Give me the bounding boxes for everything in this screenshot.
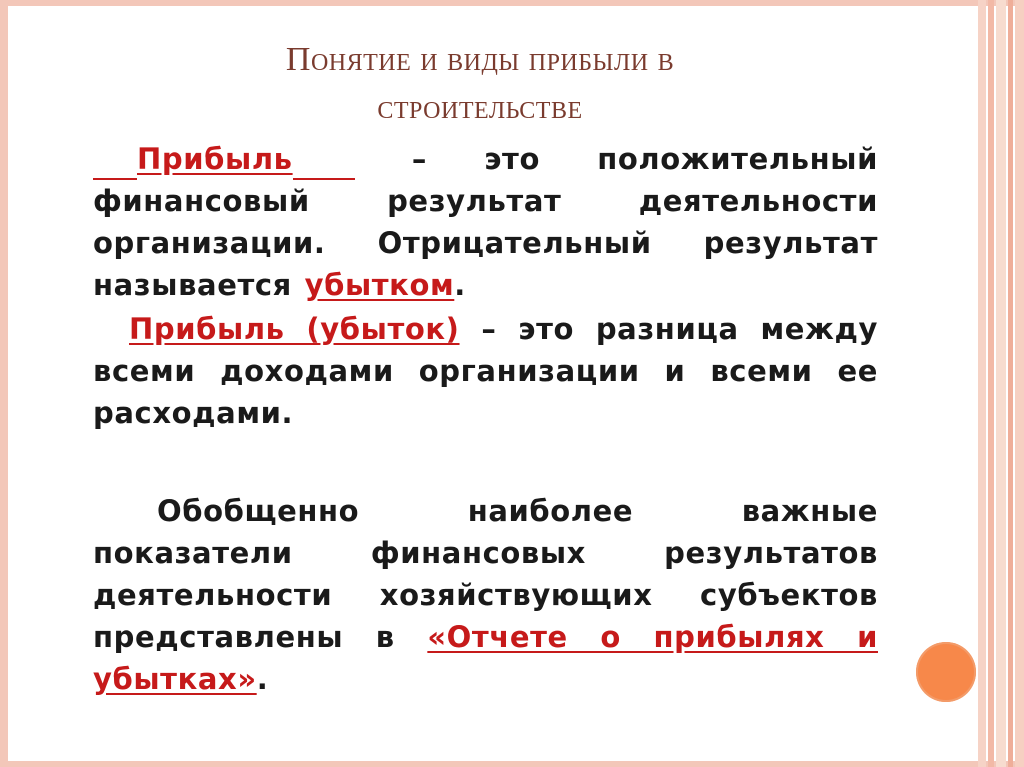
paragraph-profit-loss-difference xyxy=(93,308,878,434)
slide-title xyxy=(130,36,830,132)
paragraph3-end: . xyxy=(256,662,269,696)
orange-circle-decoration xyxy=(916,642,976,702)
frame-top-border xyxy=(0,0,1024,6)
right-stripes-decoration xyxy=(978,0,1024,767)
term-loss-link[interactable]: убытком xyxy=(304,268,455,302)
report-link[interactable]: «Отчете о прибылях и убытках» xyxy=(93,620,878,696)
title-line-1: Понятие и виды прибыли в xyxy=(285,41,675,78)
term-profit: Прибыль xyxy=(137,142,293,176)
frame-left-border xyxy=(0,0,8,767)
paragraph1-text: – это положительный финансовый результат деятельности организации. Отрицательный результат называется xyxy=(93,142,878,302)
term-profit-loss: Прибыль (убыток) xyxy=(129,312,460,346)
underline-gap xyxy=(93,148,137,180)
frame-bottom-border xyxy=(0,761,1024,767)
paragraph-profit-definition xyxy=(93,138,878,306)
paragraph-financial-results xyxy=(93,490,878,700)
paragraph3-text: Обобщенно наиболее важные показатели финансовых результатов деятельности хозяйствующих субъектов представлены в xyxy=(93,494,878,654)
title-line-2: строительстве xyxy=(377,89,583,126)
underline-gap xyxy=(293,148,355,180)
paragraph2-text: – это разница между всеми доходами организации и всеми ее расходами. xyxy=(93,312,878,430)
paragraph1-end: . xyxy=(454,268,466,302)
